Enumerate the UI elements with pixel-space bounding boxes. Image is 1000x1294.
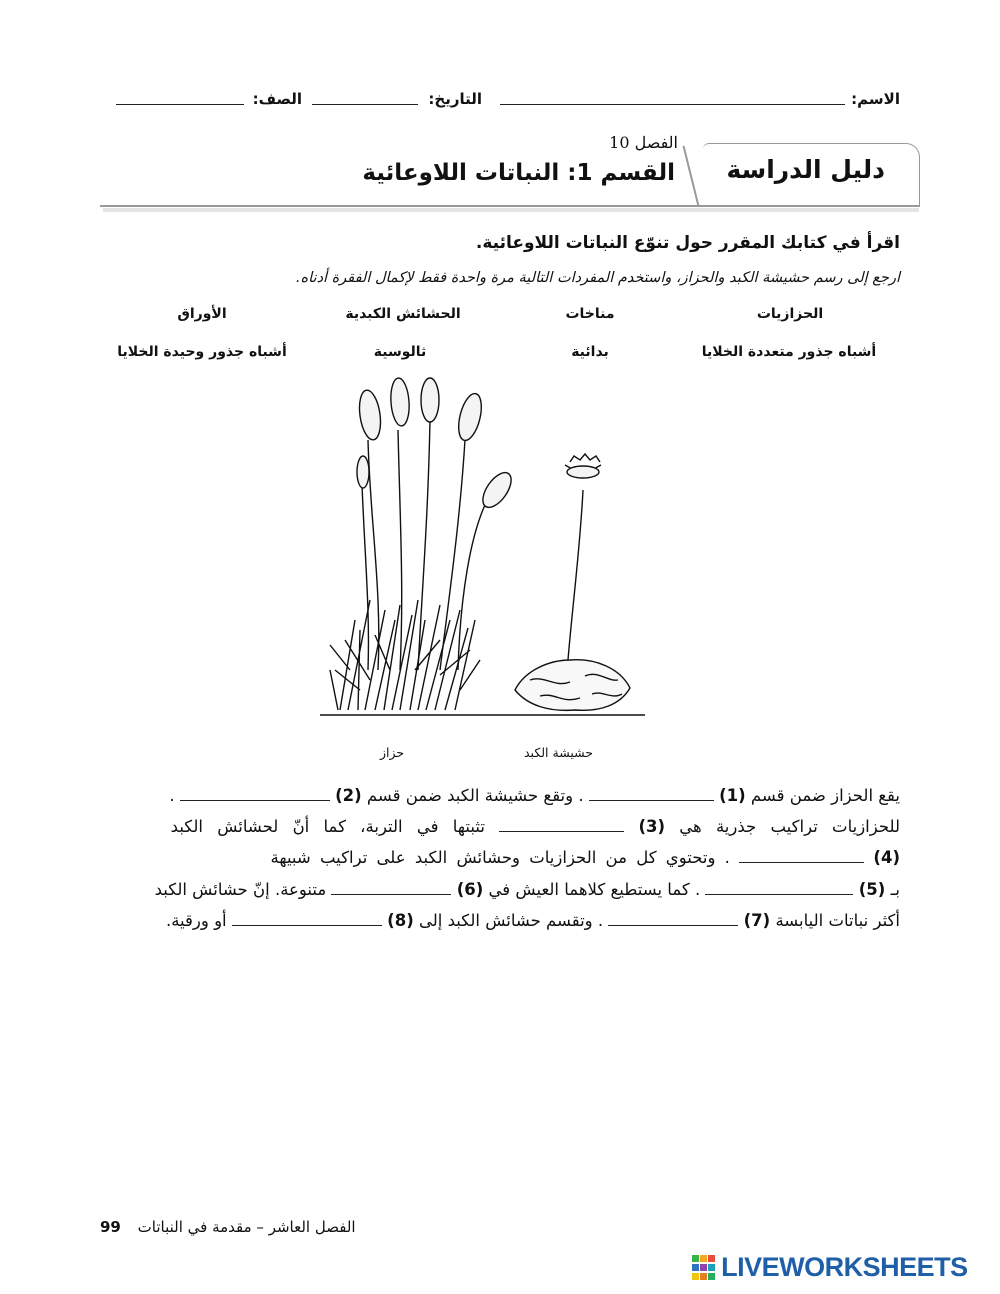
term-mosses: الحزازيات <box>756 306 824 322</box>
blank-5[interactable] <box>705 882 853 895</box>
instruction-read: اقرأ في كتابك المقرر حول تنوّع النباتات اللاوعائية. <box>475 233 900 253</box>
blank-1[interactable] <box>589 788 714 801</box>
term-primitive: بدائية <box>571 344 609 360</box>
liverwort-drawing <box>490 454 645 715</box>
blank-2[interactable] <box>180 788 330 801</box>
banner-shadow <box>103 208 919 212</box>
term-liverworts: الحشائش الكبدية <box>345 306 461 322</box>
liveworksheets-logo <box>692 1252 992 1286</box>
blank-number-4: (4) <box>873 848 900 867</box>
paragraph-line-2: للحزازيات تراكيب جذرية هي (3) تثبتها في التربة، كما أنّ لحشائش الكبد <box>170 817 900 836</box>
banner-rule <box>100 205 920 207</box>
term-thalloid: ثالوسية <box>373 344 427 360</box>
blank-6[interactable] <box>331 882 451 895</box>
blank-number-1: (1) <box>719 786 746 805</box>
liveworksheets-icon <box>692 1255 716 1281</box>
class-field[interactable] <box>116 104 244 105</box>
plant-illustration <box>300 370 650 740</box>
paragraph-line-1: يقع الحزاز ضمن قسم (1) . وتقع حشيشة الكبد ضمن قسم (2) . <box>169 786 900 805</box>
footer <box>100 1218 356 1236</box>
blank-number-3: (3) <box>638 817 666 836</box>
paragraph-line-5: أكثر نباتات اليابسة (7) . وتقسم حشائش الكبد إلى (8) أو ورقية. <box>165 911 900 930</box>
class-label: الصف: <box>252 90 302 108</box>
study-guide-title: دليل الدراسة <box>726 155 885 184</box>
blank-3[interactable] <box>499 819 624 832</box>
term-climates: مناخات <box>565 306 615 322</box>
footer-chapter-title: الفصل العاشر – مقدمة في النباتات <box>137 1218 356 1236</box>
blank-7[interactable] <box>608 913 738 926</box>
blank-8[interactable] <box>232 913 382 926</box>
section-title: القسم 1: النباتات اللاوعائية <box>362 160 675 186</box>
blank-number-8: (8) <box>387 911 414 930</box>
liveworksheets-wordmark: LIVEWORKSHEETS <box>721 1252 968 1282</box>
instruction-refer: ارجع إلى رسم حشيشة الكبد والحزاز، واستخدم المفردات التالية مرة واحدة فقط لإكمال الفقرة أدناه. <box>295 270 900 286</box>
chapter-label: الفصل 10 <box>609 133 678 152</box>
date-label: التاريخ: <box>428 90 482 108</box>
liverwort-caption: حشيشة الكبد <box>524 745 593 760</box>
blank-number-5: (5) <box>858 880 886 899</box>
paragraph-line-4: بـ (5) . كما يستطيع كلاهما العيش في (6) متنوعة. إنّ حشائش الكبد <box>154 880 900 899</box>
paragraph-line-3: (4) . وتحتوي كل من الحزازيات وحشائش الكبد على تراكيب شبيهة <box>270 848 900 867</box>
name-field[interactable] <box>500 104 845 105</box>
banner-divider <box>683 146 700 207</box>
moss-caption: حزاز <box>380 745 405 760</box>
name-label: الاسم: <box>851 90 900 108</box>
term-multicellular-rhizoids: أشباه جذور متعددة الخلايا <box>701 344 877 360</box>
blank-number-2: (2) <box>335 786 362 805</box>
blank-4[interactable] <box>739 850 864 863</box>
date-field[interactable] <box>312 104 418 105</box>
page-number: 99 <box>100 1218 121 1236</box>
term-leaves: الأوراق <box>177 306 227 322</box>
moss-drawing <box>320 377 517 715</box>
blank-number-6: (6) <box>456 880 484 899</box>
blank-number-7: (7) <box>743 911 771 930</box>
term-unicellular-rhizoids: أشباه جذور وحيدة الخلايا <box>117 344 287 360</box>
